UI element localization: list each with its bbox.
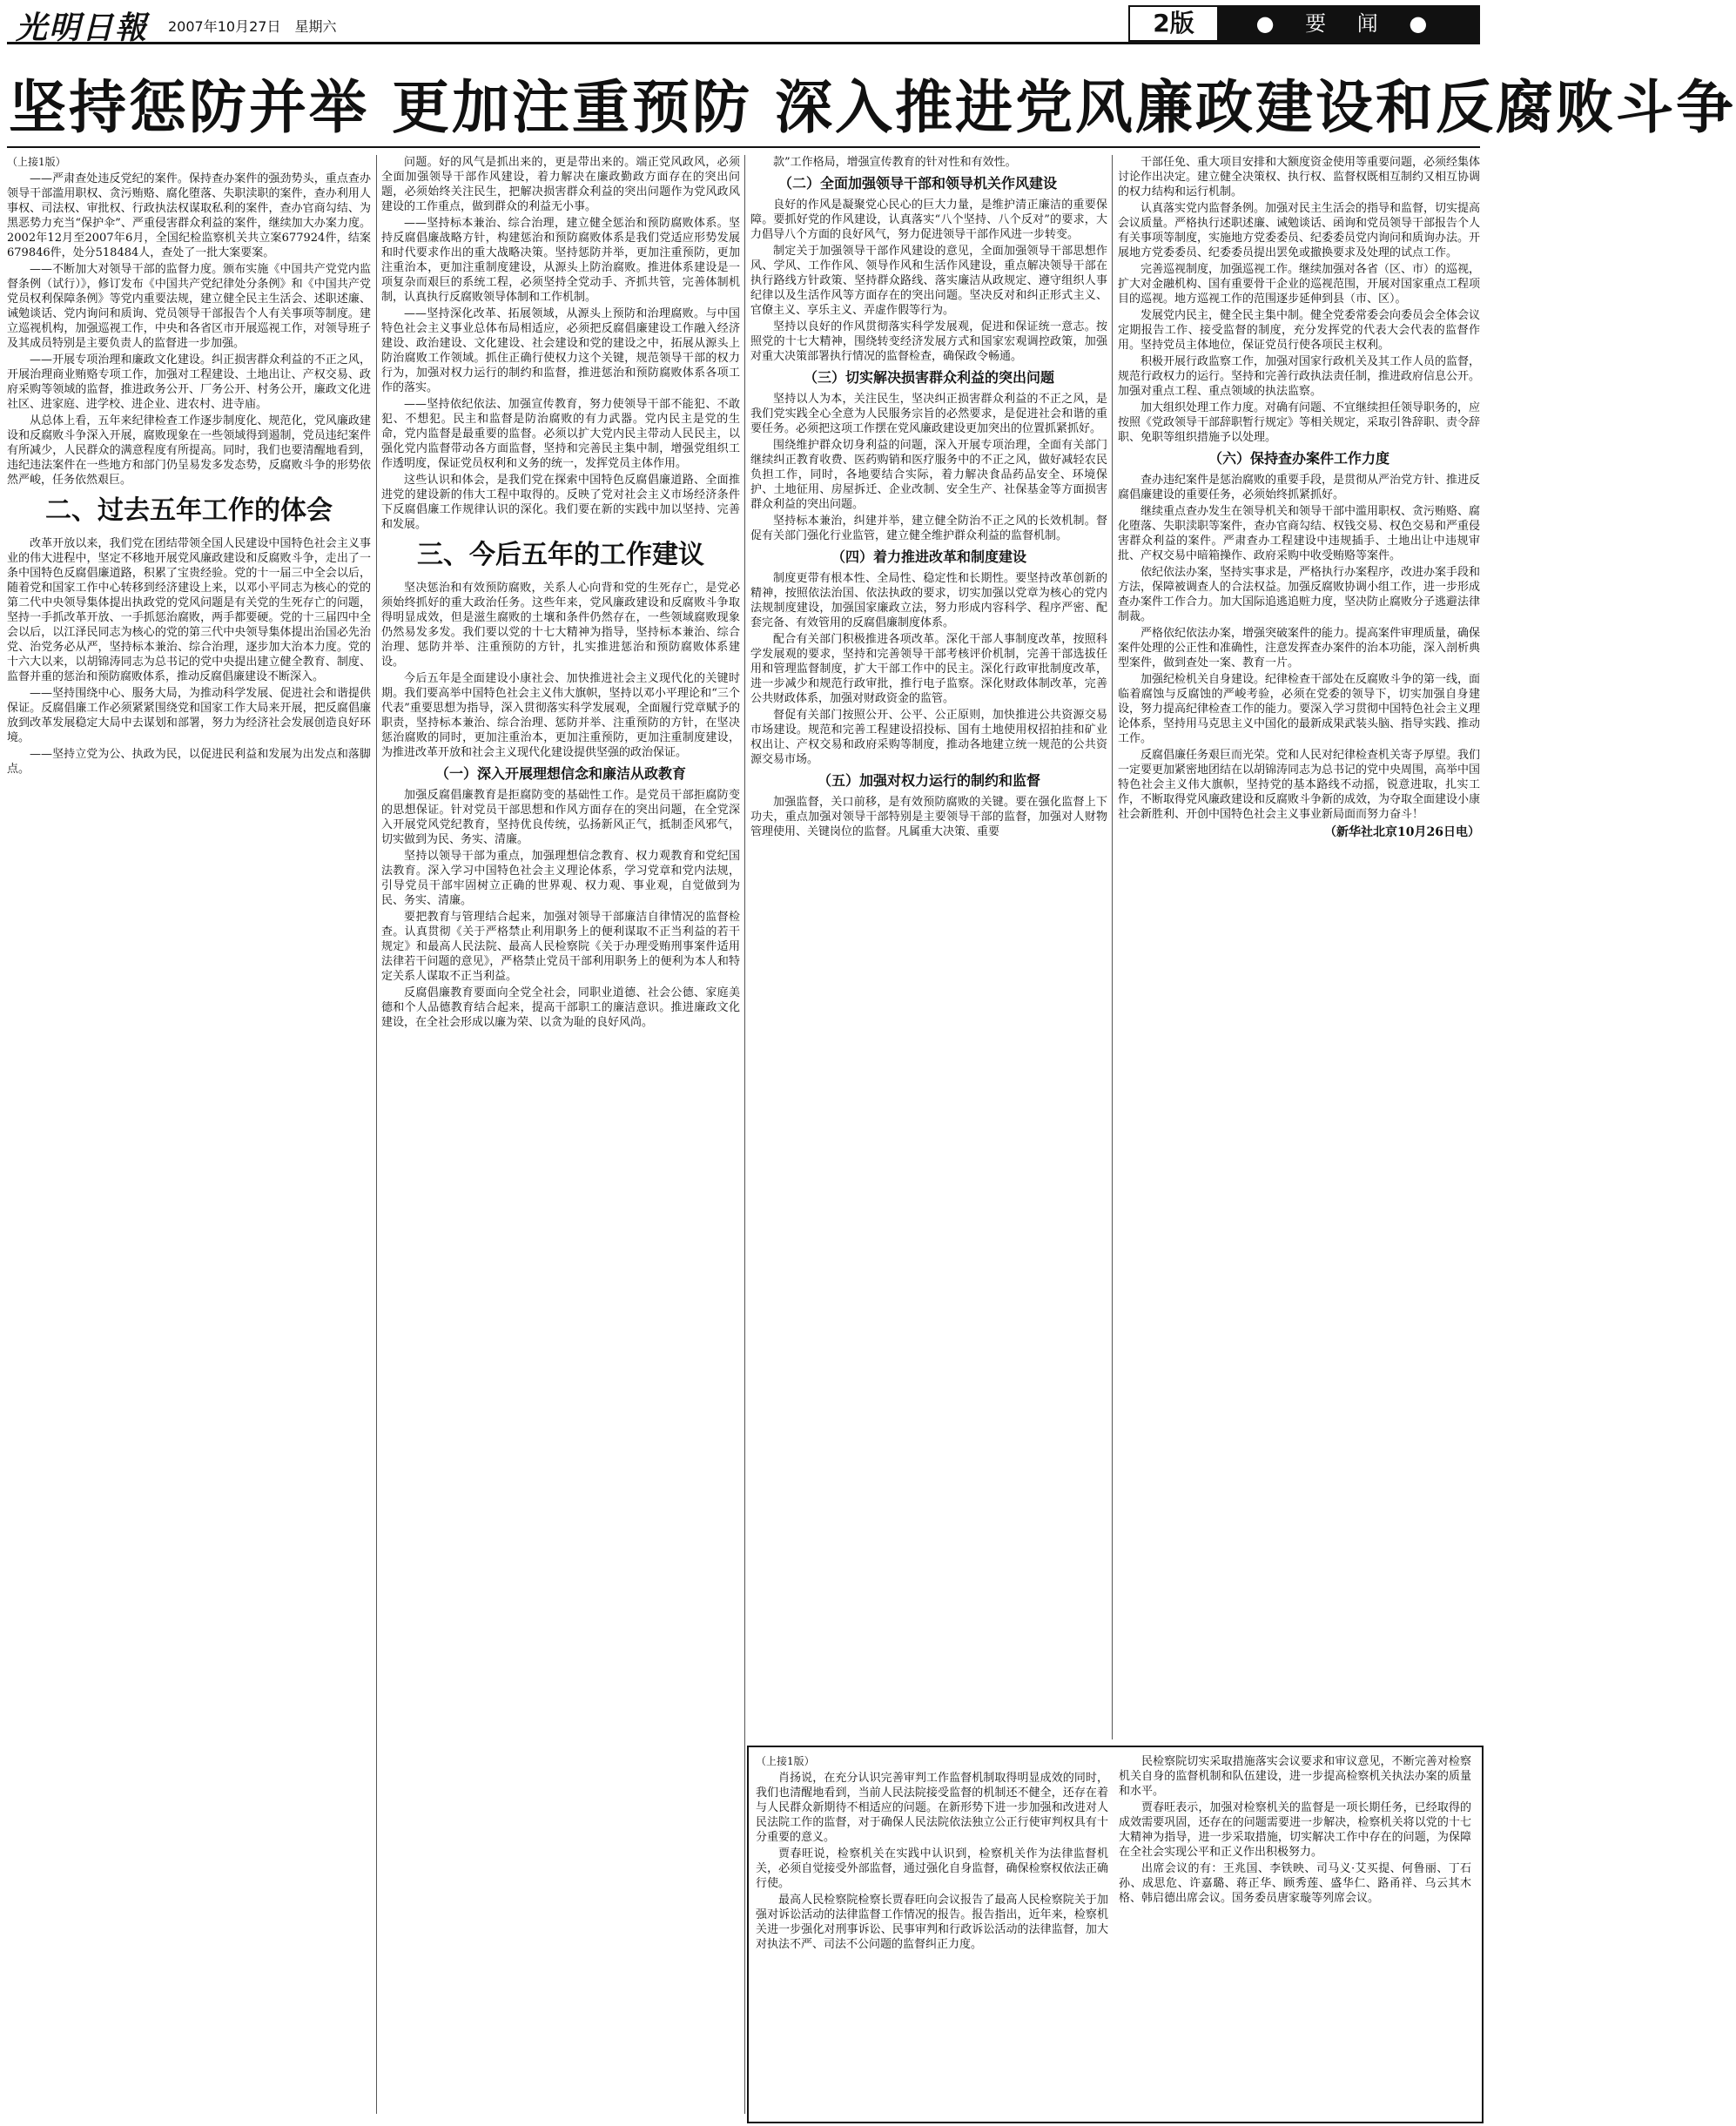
subheading: （四）着力推进改革和制度建设 bbox=[831, 548, 1026, 565]
paragraph: 制度更带有根本性、全局性、稳定性和长期性。要坚持改革创新的精神，按照依法治国、依法执政的要求，切实加强以党章为核心的党内法规制度建设，加强国家廉政立法，努力形成内容科学、程序严密、配套完备、有效管用的反腐倡廉制度体系。 bbox=[750, 572, 1107, 629]
newspaper-logo: 光明日報 bbox=[16, 10, 149, 46]
paragraph: ——坚持深化改革、拓展领域，从源头上预防和治理腐败。与中国特色社会主义事业总体布局相适应，必须把反腐倡廉建设工作融入经济建设、政治建设、文化建设、社会建设和党的建设之中，拓展从源头上防治腐败工作领域。抓住正确行使权力这个关键，规范领导干部的权力行为，加强对权力运行的制约和监督，推进惩治和预防腐败体系各项工作的落实。 bbox=[381, 307, 740, 394]
paragraph: 改革开放以来，我们党在团结带领全国人民建设中国特色社会主义事业的伟大进程中，坚定不移地开展党风廉政建设和反腐败斗争，走出了一条中国特色反腐倡廉道路，积累了宝贵经验。党的十一届三中全会以后，随着党和国家工作中心转移到经济建设上来，以邓小平同志为核心的党的第二代中央领导集体提出执政党的党风问题是有关党的生死存亡的问题，坚持一手抓改革开放、一手抓惩治腐败，两手都要硬。党的十三届四中全会以后，以江泽民同志为核心的党的第三代中央领导集体提出治国必先治党、治党务必从严，坚持标本兼治、综合治理，逐步加大治本力度。党的十六大以来，以胡锦涛同志为总书记的党中央提出建立健全教育、制度、监督并重的惩治和预防腐败体系，推动反腐倡廉建设不断深入。 bbox=[7, 537, 371, 683]
section-label: ● 要 闻 ● bbox=[1217, 7, 1478, 40]
paragraph: 继续重点查办发生在领导机关和领导干部中滥用职权、贪污贿赂、腐化堕落、失职渎职等案件，查办官商勾结、权钱交易、权色交易和严重侵害群众利益的案件。严肃查办工程建设中违规插手、土地出让中违规审批、产权交易中暗箱操作、政府采购中收受贿赂等案件。 bbox=[1118, 505, 1481, 562]
paragraph: 严格依纪依法办案，增强突破案件的能力。提高案件审理质量，确保案件处理的公正性和准确性，注意发挥查办案件的治本功能，深入剖析典型案件，做到查处一案、教育一片。 bbox=[1118, 627, 1481, 669]
paragraph: 查办违纪案件是惩治腐败的重要手段，是贯彻从严治党方针、推进反腐倡廉建设的重要任务，必须始终抓紧抓好。 bbox=[1118, 474, 1481, 501]
paragraph: 坚持以领导干部为重点，加强理想信念教育、权力观教育和党纪国法教育。深入学习中国特色社会主义理论体系，学习党章和党内法规，引导党员干部牢固树立正确的世界观、权力观、事业观，自觉做到为民、务实、清廉。 bbox=[381, 850, 740, 907]
paragraph: 加大组织处理工作力度。对确有问题、不宜继续担任领导职务的，应按照《党政领导干部辞职暂行规定》等相关规定，采取引咎辞职、责令辞职、免职等组织措施予以处理。 bbox=[1118, 401, 1481, 444]
paragraph: ——开展专项治理和廉政文化建设。纠正损害群众利益的不正之风，开展治理商业贿赂专项工作，加强对工程建设、土地出让、产权交易、政府采购等领域的监督，推进政务公开、厂务公开、村务公开，廉政文化进社区、进家庭、进学校、进企业、进农村、进寺庙。 bbox=[7, 353, 371, 411]
paragraph: 完善巡视制度，加强巡视工作。继续加强对各省（区、市）的巡视，扩大对金融机构、国有重要骨干企业的巡视范围，开展对国家重点工程项目的巡视。地方巡视工作的范围逐步延伸到县（市、区）。 bbox=[1118, 263, 1481, 306]
subheading: （三）切实解决损害群众利益的突出问题 bbox=[803, 369, 1054, 386]
paragraph: 这些认识和体会，是我们党在探索中国特色反腐倡廉道路、全面推进党的建设新的伟大工程中取得的。反映了党对社会主义市场经济条件下反腐倡廉工作规律认识的深化。我们要在新的实践中加以坚持、完善和发展。 bbox=[381, 474, 740, 531]
paragraph: 反腐倡廉任务艰巨而光荣。党和人民对纪律检查机关寄予厚望。我们一定要更加紧密地团结在以胡锦涛同志为总书记的党中央周围，高举中国特色社会主义伟大旗帜，坚持党的基本路线不动摇，锐意进取，扎实工作，不断取得党风廉政建设和反腐败斗争新的成效，为夺取全面建设小康社会新胜利、开创中国特色社会主义事业新局面而努力奋斗！ bbox=[1118, 749, 1481, 821]
section-heading-2: 二、过去五年工作的体会 bbox=[45, 495, 333, 526]
paragraph: 要把教育与管理结合起来，加强对领导干部廉洁自律情况的监督检查。认真贯彻《关于严格禁止利用职务上的便利谋取不正当利益的若干规定》和最高人民法院、最高人民检察院《关于办理受贿刑事案件适用法律若干问题的意见》，严格禁止党员干部利用职务上的便利为本人和特定关系人谋取不正当利益。 bbox=[381, 911, 740, 983]
subheading: （二）全面加强领导干部和领导机关作风建设 bbox=[778, 175, 1058, 192]
boxed-article-column-1 bbox=[756, 1754, 1108, 2115]
paragraph: 款”工作格局，增强宣传教育的针对性和有效性。 bbox=[773, 156, 1017, 169]
paragraph: ——坚持立党为公、执政为民，以促进民利益和发展为出发点和落脚点。 bbox=[7, 748, 371, 776]
paragraph: ——坚持围绕中心、服务大局，为推动科学发展、促进社会和谐提供保证。反腐倡廉工作必须紧紧围绕党和国家工作大局来开展，把反腐倡廉放到改革发展稳定大局中去谋划和部署，努力为经济社会发展创造良好环境。 bbox=[7, 687, 371, 744]
subheading: （五）加强对权力运行的制约和监督 bbox=[817, 772, 1040, 789]
paragraph: 督促有关部门按照公开、公平、公正原则，加快推进公共资源交易市场建设。规范和完善工程建设招投标、国有土地使用权招拍挂和矿业权出让、产权交易和政府采购等制度，推动各地建立统一规范的公共资源交易市场。 bbox=[750, 709, 1107, 766]
article-column-3 bbox=[750, 155, 1107, 1739]
paragraph: 坚持以人为本，关注民生，坚决纠正损害群众利益的不正之风，是我们党实践全心全意为人民服务宗旨的必然要求，是促进社会和谐的重要任务。必须把这项工作摆在党风廉政建设更加突出的位置抓紧抓好。 bbox=[750, 393, 1107, 435]
paragraph: 问题。好的风气是抓出来的，更是带出来的。端正党风政风，必须全面加强领导干部作风建设，着力解决在廉政勤政方面存在的突出问题，必须始终关注民生，把解决损害群众利益的突出问题作为党风政风建设的工作重点，做到群众的利益无小事。 bbox=[381, 156, 740, 213]
paragraph: 积极开展行政监察工作，加强对国家行政机关及其工作人员的监督，规范行政权力的运行。坚持和完善行政执法责任制，推进政府信息公开。加强对重点工程、重点领域的执法监察。 bbox=[1118, 355, 1481, 398]
paragraph: 反腐倡廉教育要面向全党全社会，同职业道德、社会公德、家庭美德和个人品德教育结合起来，提高干部职工的廉洁意识。推进廉政文化建设，在全社会形成以廉为荣、以贪为耻的良好风尚。 bbox=[381, 986, 740, 1029]
main-headline: 坚持惩防并举 更加注重预防 深入推进党风廉政建设和反腐败斗争 bbox=[9, 74, 1736, 141]
paragraph: 干部任免、重大项目安排和大额度资金使用等重要问题，必须经集体讨论作出决定。建立健全决策权、执行权、监督权既相互制约又相互协调的权力结构和运行机制。 bbox=[1118, 156, 1481, 198]
article-column-2 bbox=[381, 155, 740, 2114]
paragraph: 加强反腐倡廉教育是拒腐防变的基础性工作。是党员干部拒腐防变的思想保证。针对党员干部思想和作风方面存在的突出问题，在全党深入开展党风党纪教育，坚持优良传统，弘扬新风正气，抵制歪风邪气，切实做到为民、务实、清廉。 bbox=[381, 789, 740, 846]
paragraph: 从总体上看，五年来纪律检查工作逐步制度化、规范化，党风廉政建设和反腐败斗争深入开展，腐败现象在一些领域得到遏制，党员违纪案件有所减少，人民群众的满意程度有所提高。同时，我们也要清醒地看到，违纪违法案件在一些地方和部门仍呈易发多发态势，反腐败斗争的形势依然严峻，任务依然艰巨。 bbox=[7, 414, 371, 487]
paragraph: 坚持标本兼治，纠建并举，建立健全防治不正之风的长效机制。督促有关部门强化行业监管，建立健全维护群众利益的监督机制。 bbox=[750, 515, 1107, 542]
paragraph: 围绕维护群众切身利益的问题，深入开展专项治理，全面有关部门继续纠正教育收费、医药购销和医疗服务中的不正之风，做好减轻农民负担工作，同时，各地要结合实际，着力解决食品药品安全、环境保护、土地征用、房屋拆迁、企业改制、安全生产、社保基金等方面损害群众利益的突出问题。 bbox=[750, 439, 1107, 511]
article-column-4 bbox=[1118, 155, 1480, 1739]
column-divider bbox=[744, 155, 745, 2114]
paragraph: 民检察院切实采取措施落实会议要求和审议意见，不断完善对检察机关自身的监督机制和队伍建设，进一步提高检察机关执法办案的质量和水平。 bbox=[1119, 1755, 1471, 1798]
news-agency-byline: （新华社北京10月26日电） bbox=[1324, 825, 1480, 839]
paragraph: 依纪依法办案，坚持实事求是，严格执行办案程序，改进办案手段和方法，保障被调查人的合法权益。加强反腐败协调小组工作，进一步形成查办案件工作合力。加大国际追逃追赃力度，坚决防止腐败分子逃避法律制裁。 bbox=[1118, 566, 1481, 623]
paragraph: 制定关于加强领导干部作风建设的意见，全面加强领导干部思想作风、学风、工作作风、领导作风和生活作风建设，重点解决领导干部在执行路线方针政策、坚持群众路线、落实廉洁从政规定、遵守组织人事纪律以及生活作风等方面存在的突出问题。坚决反对和纠正形式主义、官僚主义、享乐主义、弄虚作假等行为。 bbox=[750, 245, 1107, 317]
paragraph: 认真落实党内监督条例。加强对民主生活会的指导和监督，切实提高会议质量。严格执行述职述廉、诫勉谈话、函询和党员领导干部报告个人有关事项等制度，实施地方党委委员、纪委委员党内询问和质询办法。开展地方党委委员、纪委委员提出罢免或撤换要求及处理的试点工作。 bbox=[1118, 202, 1481, 259]
paragraph: 坚决惩治和有效预防腐败，关系人心向背和党的生死存亡，是党必须始终抓好的重大政治任务。这些年来，党风廉政建设和反腐败斗争取得明显成效，但是滋生腐败的土壤和条件仍然存在，一些领域腐败现象仍然易发多发。我们要以党的十七大精神为指导，坚持标本兼治、综合治理、惩防并举、注重预防的方针，扎实推进惩治和预防腐败体系建设。 bbox=[381, 582, 740, 669]
paragraph: 最高人民检察院检察长贾春旺向会议报告了最高人民检察院关于加强对诉讼活动的法律监督工作情况的报告。报告指出，近年来，检察机关进一步强化对刑事诉讼、民事审判和行政诉讼活动的法律监督，加大对执法不严、司法不公问题的监督纠正力度。 bbox=[756, 1894, 1108, 1951]
paragraph: 坚持以良好的作风贯彻落实科学发展观，促进和保证统一意志。按照党的十七大精神，围绕转变经济发展方式和国家宏观调控政策，加强对重大决策部署执行情况的监督检查，确保政令畅通。 bbox=[750, 320, 1107, 363]
subheading: （六）保持查办案件工作力度 bbox=[1208, 450, 1389, 467]
headline-rule bbox=[7, 146, 1480, 148]
paragraph: ——坚持标本兼治、综合治理，建立健全惩治和预防腐败体系。坚持反腐倡廉战略方针，构建惩治和预防腐败体系是我们党适应形势发展和时代要求作出的重大战略决策。坚持惩防并举，更加注重预防，更加注重治本，更加注重制度建设，从源头上防治腐败。推进体系建设是一项复杂而艰巨的系统工程，必须坚持全党动手、齐抓共管，完善体制机制，认真执行反腐败领导体制和工作机制。 bbox=[381, 217, 740, 304]
edition-number: 2版 bbox=[1153, 9, 1194, 37]
paragraph: 贾春旺说，检察机关在实践中认识到，检察机关作为法律监督机关，必须自觉接受外部监督，通过强化自身监督，确保检察权依法正确行使。 bbox=[756, 1847, 1108, 1890]
boxed-article bbox=[747, 1746, 1484, 2123]
column-divider bbox=[376, 155, 377, 2114]
paragraph: ——严肃查处违反党纪的案件。保持查办案件的强劲势头，重点查办领导干部滥用职权、贪污贿赂、腐化堕落、失职渎职的案件，查办利用人事权、司法权、审批权、行政执法权谋取私利的案件，查办官商勾结、为黑恶势力充当“保护伞”、严重侵害群众利益的案件，继续加大办案力度。2002年12月至2007年6月，全国纪检监察机关共立案677924件，结案679846件，处分518484人，查处了一批大案要案。 bbox=[7, 172, 371, 259]
boxed-article-column-2 bbox=[1119, 1754, 1471, 2115]
continuation-note: （上接1版） bbox=[756, 1755, 815, 1767]
section-heading-3: 三、今后五年的工作建议 bbox=[417, 540, 704, 570]
paragraph: 贾春旺表示，加强对检察机关的监督是一项长期任务，已经取得的成效需要巩固，还存在的问题需要进一步解决，检察机关将以党的十七大精神为指导，进一步采取措施，切实解决工作中存在的问题，为保障在全社会实现公平和正义作出积极努力。 bbox=[1119, 1801, 1471, 1859]
issue-date: 2007年10月27日 星期六 bbox=[168, 18, 337, 35]
paragraph: ——不断加大对领导干部的监督力度。颁布实施《中国共产党党内监督条例（试行）》，修订发布《中国共产党纪律处分条例》和《中国共产党党员权利保障条例》等党内重要法规，建立健全民主生活会、述职述廉、诫勉谈话、党内询问和质询、党员领导干部报告个人有关事项等制度。建立巡视机构，加强巡视工作，中央和各省区市开展巡视工作，对领导班子及其成员特别是主要负责人的监督进一步加强。 bbox=[7, 263, 371, 350]
paragraph: 良好的作风是凝聚党心民心的巨大力量，是维护清正廉洁的重要保障。要抓好党的作风建设，认真落实“八个坚持、八个反对”的要求，大力倡导八个方面的良好风气，努力促进领导干部作风进一步转变。 bbox=[750, 198, 1107, 241]
continuation-note: （上接1版） bbox=[7, 156, 66, 168]
paragraph: 出席会议的有：王兆国、李铁映、司马义·艾买提、何鲁丽、丁石孙、成思危、许嘉璐、蒋正华、顾秀莲、盛华仁、路甬祥、乌云其木格、韩启德出席会议。国务委员唐家璇等列席会议。 bbox=[1119, 1862, 1471, 1905]
paragraph: 肖扬说，在充分认识完善审判工作监督机制取得明显成效的同时，我们也清醒地看到，当前人民法院接受监督的机制还不健全，还存在着与人民群众新期待不相适应的问题。在新形势下进一步加强和改进对人民法院工作的监督，对于确保人民法院依法独立公正行使审判权具有十分重要的意义。 bbox=[756, 1772, 1108, 1844]
article-column-1 bbox=[7, 155, 371, 2114]
edition-box bbox=[1128, 5, 1480, 42]
paragraph: 加强监督，关口前移，是有效预防腐败的关键。要在强化监督上下功夫，重点加强对领导干部特别是主要领导干部的监督，加强对人财物管理使用、关键岗位的监督。凡属重大决策、重要 bbox=[750, 796, 1107, 838]
masthead bbox=[7, 3, 1480, 44]
paragraph: 发展党内民主，健全民主集中制。健全党委常委会向委员会全体会议定期报告工作、接受监督的制度，充分发挥党的代表大会代表的监督作用。坚持党员主体地位，保证党员行使各项民主权利。 bbox=[1118, 309, 1481, 352]
paragraph: 配合有关部门积极推进各项改革。深化干部人事制度改革，按照科学发展观的要求，坚持和完善领导干部考核评价机制，完善干部选拔任用和管理监督制度，扩大干部工作中的民主。深化行政审批制度改革，进一步减少和规范行政审批，推行电子监察。深化财政体制改革，完善公共财政体系，加强对财政资金的监管。 bbox=[750, 633, 1107, 705]
subheading: （一）深入开展理想信念和廉洁从政教育 bbox=[434, 765, 686, 782]
paragraph: ——坚持依纪依法、加强宣传教育，努力使领导干部不能犯、不敢犯、不想犯。民主和监督是防治腐败的有力武器。党内民主是党的生命，党内监督是最重要的监督。必须以扩大党内民主带动人民民主，以强化党内监督带动各方面监督，坚持和完善民主集中制，增强党组织工作透明度，保证党员权利和义务的统一，发挥党员主体作用。 bbox=[381, 398, 740, 470]
paragraph: 加强纪检机关自身建设。纪律检查干部处在反腐败斗争的第一线，面临着腐蚀与反腐蚀的严峻考验，必须在党委的领导下，切实加强自身建设，努力提高纪律检查工作的能力。要深入学习贯彻中国特色社会主义理论体系，坚持用马克思主义中国化的最新成果武装头脑、指导实践、推动工作。 bbox=[1118, 673, 1481, 745]
column-divider bbox=[1112, 155, 1113, 1739]
paragraph: 今后五年是全面建设小康社会、加快推进社会主义现代化的关键时期。我们要高举中国特色社会主义伟大旗帜，坚持以邓小平理论和“三个代表”重要思想为指导，深入贯彻落实科学发展观，全面履行党章赋予的职责，坚持标本兼治、综合治理、惩防并举、注重预防的方针，在坚决惩治腐败的同时，更加注重治本，更加注重预防，更加注重制度建设，为推进改革开放和社会主义现代化建设提供坚强的政治保证。 bbox=[381, 672, 740, 759]
